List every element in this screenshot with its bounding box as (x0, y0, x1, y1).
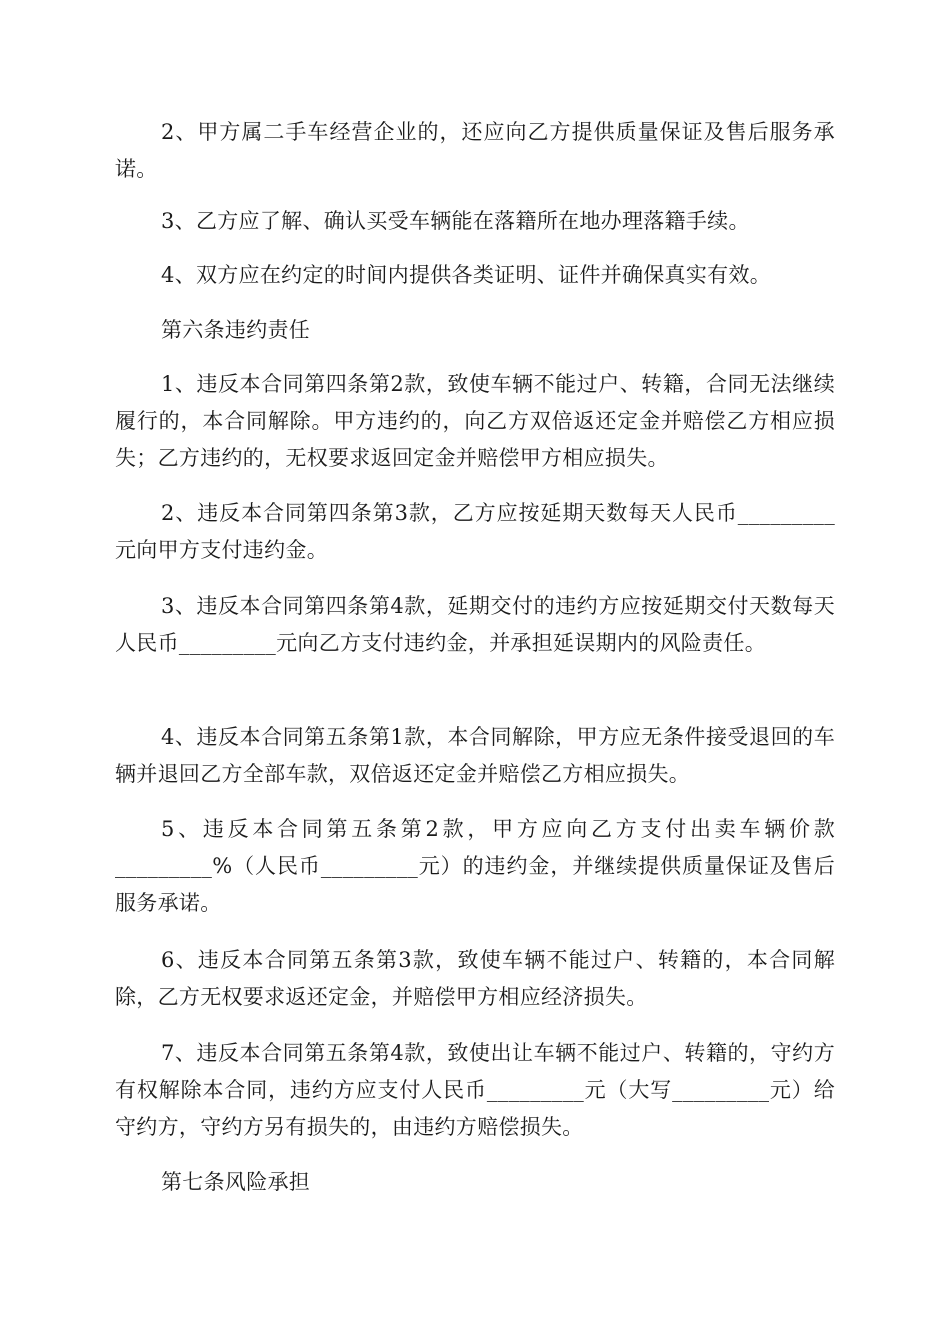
clause-5-item-4: 4、双方应在约定的时间内提供各类证明、证件并确保真实有效。 (161, 263, 772, 287)
clause-5-item-2: 2、甲方属二手车经营企业的，还应向乙方提供质量保证及售后服务承诺。 (115, 120, 835, 181)
clause-6-item-3: 3、违反本合同第四条第4款，延期交付的违约方应按延期交付天数每天人民币_________元向乙方支付违约金，并承担延误期内的风险责任。 (115, 594, 835, 655)
article-6-heading: 第六条违约责任 (161, 318, 311, 342)
clause-6-item-6: 6、违反本合同第五条第3款，致使车辆不能过户、转籍的，本合同解除，乙方无权要求返还定金，并赔偿甲方相应经济损失。 (115, 948, 835, 1009)
article-7-heading: 第七条风险承担 (161, 1170, 311, 1194)
clause-6-item-1: 1、违反本合同第四条第2款，致使车辆不能过户、转籍，合同无法继续履行的，本合同解除。甲方违约的，向乙方双倍返还定金并赔偿乙方相应损失；乙方违约的，无权要求返回定金并赔偿甲方相应损失。 (115, 372, 835, 470)
clause-6-item-4: 4、违反本合同第五条第1款，本合同解除，甲方应无条件接受退回的车辆并退回乙方全部车款，双倍返还定金并赔偿乙方相应损失。 (115, 725, 835, 786)
clause-5-item-3: 3、乙方应了解、确认买受车辆能在落籍所在地办理落籍手续。 (161, 209, 750, 233)
clause-6-item-7: 7、违反本合同第五条第4款，致使出让车辆不能过户、转籍的，守约方有权解除本合同，违约方应支付人民币_________元（大写_________元）给守约方，守约方另有损失的，由违约方赔偿损失。 (115, 1041, 835, 1139)
clause-6-item-2: 2、违反本合同第四条第3款，乙方应按延期天数每天人民币_________元向甲方支付违约金。 (115, 501, 835, 562)
clause-6-item-5: 5、违反本合同第五条第2款，甲方应向乙方支付出卖车辆价款_________%（人民币_________元）的违约金，并继续提供质量保证及售后服务承诺。 (115, 817, 835, 915)
